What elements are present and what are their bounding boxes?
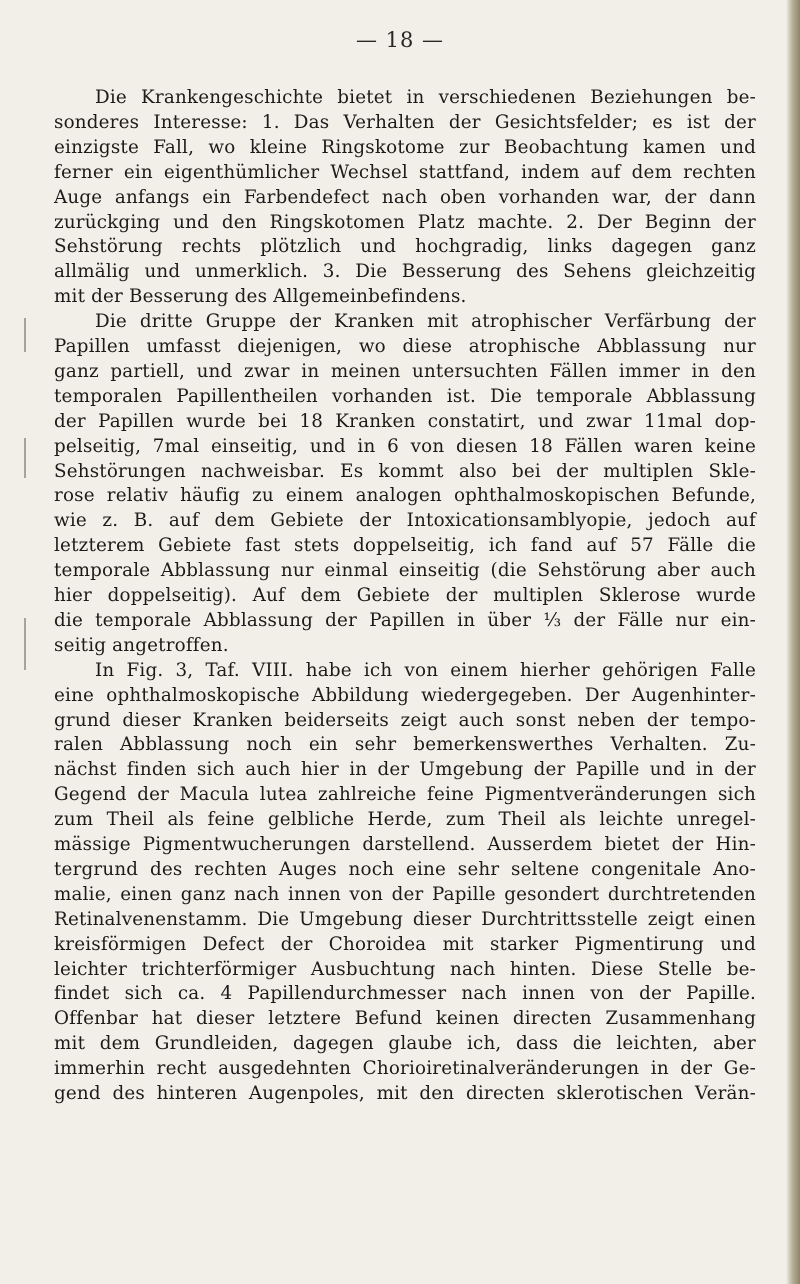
text-line: leichter trichterförmiger Ausbuchtung nach hinten. Diese Stelle be-: [54, 958, 756, 980]
text-line: rose relativ häufig zu einem analogen ophthalmoskopischen Befunde,: [54, 485, 756, 507]
text-line: mit der Besserung des Allgemeinbefindens.: [54, 286, 467, 308]
text-line: pelseitig, 7mal einseitig, und in 6 von diesen 18 Fällen waren keine: [54, 435, 756, 457]
text-line: Auge anfangs ein Farbendefect nach oben vorhanden war, der dann: [54, 186, 756, 208]
text-line: findet sich ca. 4 Papillendurchmesser nach innen von der Papille.: [54, 983, 756, 1005]
text-line: Papillen umfasst diejenigen, wo diese atrophische Abblassung nur: [54, 336, 756, 357]
text-line: einzigste Fall, wo kleine Ringskotome zur Beobachtung kamen und: [54, 136, 756, 158]
text-line: sonderes Interesse: 1. Das Verhalten der Gesichtsfelder; es ist der: [54, 111, 756, 133]
text-line: gend des hinteren Augenpoles, mit den directen sklerotischen Verän-: [54, 1083, 756, 1104]
text-line: die temporale Abblassung der Papillen in über ⅓ der Fälle nur ein-: [54, 609, 756, 631]
text-line: allmälig und unmerklich. 3. Die Besserung des Sehens gleichzeitig: [54, 261, 756, 283]
text-line: In Fig. 3, Taf. VIII. habe ich von einem hierher gehörigen Falle: [95, 659, 756, 681]
text-line: wie z. B. auf dem Gebiete der Intoxicationsamblyopie, jedoch auf: [54, 510, 756, 532]
text-line: malie, einen ganz nach innen von der Papille gesondert durchtretenden: [54, 883, 756, 905]
text-line: zurückging und den Ringskotomen Platz machte. 2. Der Beginn der: [54, 211, 756, 233]
margin-mark: [24, 318, 26, 352]
text-line: grund dieser Kranken beiderseits zeigt auch sonst neben der tempo-: [54, 709, 756, 731]
text-line: Die dritte Gruppe der Kranken mit atrophischer Verfärbung der: [95, 311, 756, 333]
text-line: Die Krankengeschichte bietet in verschiedenen Beziehungen be-: [95, 87, 756, 108]
text-line: Gegend der Macula lutea zahlreiche feine Pigmentveränderungen sich: [54, 784, 756, 806]
page-edge-shadow: [786, 0, 800, 1284]
text-line: der Papillen wurde bei 18 Kranken constatirt, und zwar 11mal dop-: [54, 410, 756, 432]
text-line: ralen Abblassung noch ein sehr bemerkenswerthes Verhalten. Zu-: [54, 734, 756, 756]
text-line: Sehstörungen nachweisbar. Es kommt also bei der multiplen Skle-: [54, 460, 756, 482]
text-line: eine ophthalmoskopische Abbildung wiedergegeben. Der Augenhinter-: [54, 684, 756, 706]
text-line: zum Theil als feine gelbliche Herde, zum Theil als leichte unregel-: [54, 809, 756, 831]
text-line: tergrund des rechten Auges noch eine sehr seltene congenitale Ano-: [54, 858, 756, 880]
text-line: ferner ein eigenthümlicher Wechsel stattfand, indem auf dem rechten: [54, 161, 756, 183]
text-line: mässige Pigmentwucherungen darstellend. Ausserdem bietet der Hin-: [54, 834, 756, 855]
text-line: Sehstörung rechts plötzlich und hochgradig, links dagegen ganz: [54, 236, 756, 258]
text-line: immerhin recht ausgedehnten Chorioiretinalveränderungen in der Ge-: [54, 1058, 756, 1080]
text-line: nächst finden sich auch hier in der Umgebung der Papille und in der: [54, 759, 756, 781]
text-line: temporale Abblassung nur einmal einseitig (die Sehstörung aber auch: [54, 560, 756, 582]
margin-mark: [24, 438, 26, 478]
text-line: letzterem Gebiete fast stets doppelseitig, ich fand auf 57 Fälle die: [54, 535, 756, 557]
text-line: ganz partiell, und zwar in meinen untersuchten Fällen immer in den: [54, 360, 756, 382]
page-number: — 18 —: [355, 28, 445, 52]
text-line: mit dem Grundleiden, dagegen glaube ich, dass die leichten, aber: [54, 1033, 756, 1055]
text-line: hier doppelseitig). Auf dem Gebiete der multiplen Sklerose wurde: [54, 585, 756, 606]
text-line: kreisförmigen Defect der Choroidea mit starker Pigmentirung und: [54, 933, 756, 955]
text-line: Retinalvenenstamm. Die Umgebung dieser Durchtrittsstelle zeigt einen: [54, 908, 756, 930]
text-line: Offenbar hat dieser letztere Befund keinen directen Zusammenhang: [54, 1008, 756, 1030]
text-line: temporalen Papillentheilen vorhanden ist. Die temporale Abblassung: [54, 385, 756, 407]
text-line: seitig angetroffen.: [54, 634, 229, 656]
margin-mark: [24, 618, 26, 670]
